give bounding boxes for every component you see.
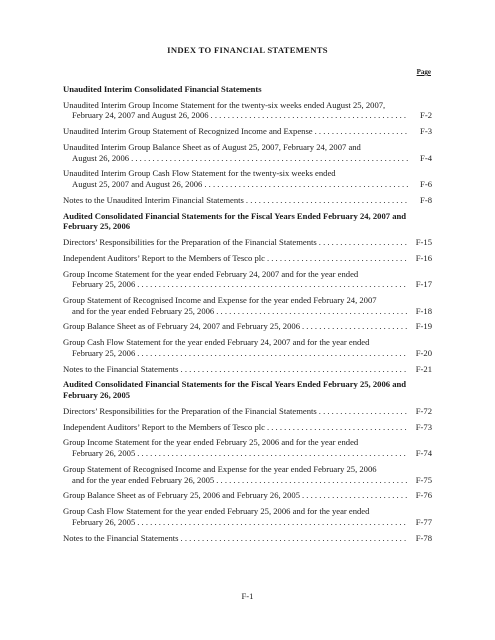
index-entry[interactable]: [63, 506, 432, 527]
entry-page-number: F-77: [415, 516, 432, 527]
section-heading: Unaudited Interim Consolidated Financial Statements: [63, 84, 262, 94]
entry-page-number: F-76: [415, 490, 432, 501]
entry-title: Notes to the Financial Statements: [63, 532, 179, 543]
entry-title: February 25, 2006: [72, 279, 136, 290]
dot-leader: [211, 110, 408, 121]
index-entry[interactable]: [63, 437, 432, 458]
index-entry[interactable]: [63, 168, 432, 189]
index-entry[interactable]: [63, 321, 432, 332]
entry-title: February 25, 2006: [72, 347, 136, 358]
entry-title: Directors’ Responsibilities for the Preparation of the Financial Statements: [63, 237, 317, 248]
index-entry[interactable]: [63, 406, 432, 417]
entry-title: February 26, 2005: [72, 448, 136, 459]
dot-leader: [216, 306, 408, 317]
dot-leader: [302, 490, 408, 501]
entry-page-number: F-20: [415, 347, 432, 358]
index-entry[interactable]: [63, 195, 432, 206]
entry-page-number: F-8: [420, 194, 432, 205]
entry-title-line: Group Statement of Recognised Income and Expense for the year ended February 24, 2007: [63, 295, 377, 306]
entry-page-number: F-73: [415, 421, 432, 432]
index-entry[interactable]: [63, 269, 432, 290]
index-entry[interactable]: [63, 100, 432, 121]
entry-title: Group Balance Sheet as of February 24, 2007 and February 25, 2006: [63, 321, 300, 332]
dot-leader: [267, 253, 408, 264]
entry-title-line: Group Income Statement for the year ended February 25, 2006 and for the year ended: [63, 437, 359, 448]
index-entry[interactable]: [63, 422, 432, 433]
dot-leader: [181, 533, 408, 544]
entry-title-line: Group Cash Flow Statement for the year ended February 25, 2006 and for the year ended: [63, 506, 370, 517]
dot-leader: [319, 406, 408, 417]
entry-page-number: F-74: [415, 448, 432, 459]
dot-leader: [137, 517, 408, 528]
dot-leader: [302, 321, 408, 332]
entry-title: Notes to the Unaudited Interim Financial Statements: [63, 194, 244, 205]
index-entry[interactable]: [63, 253, 432, 264]
entry-title: and for the year ended February 26, 2005: [72, 474, 215, 485]
dot-leader: [137, 448, 408, 459]
dot-leader: [181, 364, 408, 375]
index-list: [63, 84, 432, 548]
entry-page-number: F-72: [415, 405, 432, 416]
footer-page-number: F-1: [241, 591, 254, 601]
entry-title: August 25, 2007 and August 26, 2006: [72, 179, 203, 190]
index-entry[interactable]: [63, 295, 432, 316]
entry-page-number: F-3: [420, 126, 432, 137]
index-entry[interactable]: [63, 490, 432, 501]
entry-page-number: F-6: [420, 179, 432, 190]
entry-page-number: F-78: [415, 532, 432, 543]
dot-leader: [246, 195, 408, 206]
entry-title-line: Group Income Statement for the year ended February 24, 2007 and for the year ended: [63, 268, 359, 279]
entry-title-line: Unaudited Interim Group Income Statement for the twenty-six weeks ended August 25, 2007,: [63, 99, 386, 110]
entry-title: Group Balance Sheet as of February 25, 2006 and February 26, 2005: [63, 490, 300, 501]
index-entry[interactable]: [63, 237, 432, 248]
entry-page-number: F-15: [415, 237, 432, 248]
entry-title: Unaudited Interim Group Statement of Recognized Income and Expense: [63, 126, 313, 137]
page-title: INDEX TO FINANCIAL STATEMENTS: [167, 45, 328, 55]
page-column-header: Page: [416, 68, 431, 76]
dot-leader: [315, 126, 408, 137]
entry-title-line: Unaudited Interim Group Balance Sheet as of August 25, 2007, February 24, 2007 and: [63, 141, 361, 152]
entry-page-number: F-18: [415, 305, 432, 316]
dot-leader: [204, 179, 408, 190]
entry-page-number: F-17: [415, 279, 432, 290]
entry-title-line: Group Cash Flow Statement for the year ended February 24, 2007 and for the year ended: [63, 337, 370, 348]
entry-title: and for the year ended February 25, 2006: [72, 305, 215, 316]
section-heading: Audited Consolidated Financial Statements for the Fiscal Years Ended February 24, 2007 and February 25, 2006: [63, 210, 407, 232]
index-entry[interactable]: [63, 364, 432, 375]
entry-title: February 26, 2005: [72, 516, 136, 527]
index-entry[interactable]: [63, 126, 432, 137]
entry-page-number: F-4: [420, 152, 432, 163]
index-entry[interactable]: [63, 533, 432, 544]
entry-page-number: F-21: [415, 363, 432, 374]
index-entry[interactable]: [63, 337, 432, 358]
entry-title-line: Group Statement of Recognised Income and Expense for the year ended February 25, 2006: [63, 463, 377, 474]
section-heading: Audited Consolidated Financial Statements for the Fiscal Years Ended February 25, 2006 and February 26, 2005: [63, 379, 407, 401]
dot-leader: [267, 422, 408, 433]
entry-page-number: F-75: [415, 474, 432, 485]
entry-title: Directors’ Responsibilities for the Preparation of the Financial Statements: [63, 405, 317, 416]
entry-title: Independent Auditors’ Report to the Members of Tesco plc: [63, 421, 265, 432]
dot-leader: [216, 475, 408, 486]
index-entry[interactable]: [63, 142, 432, 163]
dot-leader: [131, 153, 408, 164]
entry-title: August 26, 2006: [72, 152, 130, 163]
dot-leader: [137, 279, 408, 290]
dot-leader: [137, 348, 408, 359]
entry-title: Independent Auditors’ Report to the Members of Tesco plc: [63, 252, 265, 263]
dot-leader: [319, 237, 408, 248]
index-entry[interactable]: [63, 464, 432, 485]
entry-page-number: F-16: [415, 252, 432, 263]
entry-page-number: F-2: [420, 110, 432, 121]
entry-page-number: F-19: [415, 321, 432, 332]
entry-title: February 24, 2007 and August 26, 2006: [72, 110, 209, 121]
entry-title: Notes to the Financial Statements: [63, 363, 179, 374]
entry-title-line: Unaudited Interim Group Cash Flow Statement for the twenty-six weeks ended: [63, 168, 336, 179]
